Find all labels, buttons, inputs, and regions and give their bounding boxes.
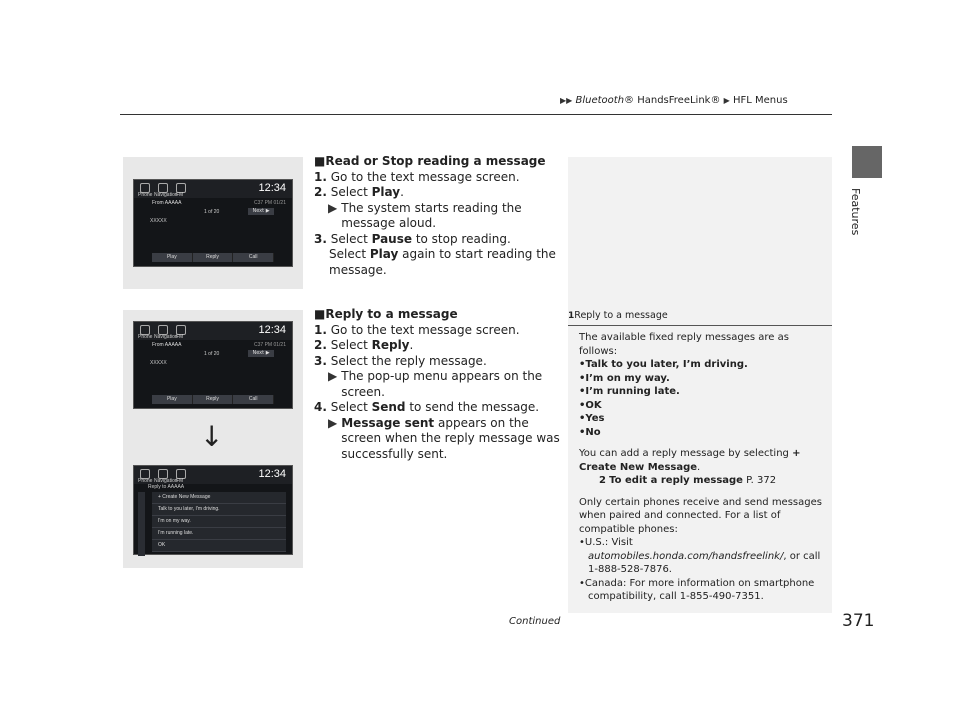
note-bullet-text: I’m on my way. <box>585 372 670 384</box>
note-text: Canada: For more information on smartphone compatibility, call 1-855-490-7351. <box>584 577 815 602</box>
reply-option: OK <box>152 540 286 552</box>
step-text: Go to the text message screen. <box>330 169 520 184</box>
arrow-bullet-icon: ▶ <box>328 200 338 215</box>
step-text: Select <box>329 247 370 261</box>
breadcrumb-bluetooth: Bluetooth <box>575 95 625 106</box>
next-label: Next <box>252 350 265 356</box>
tab-fm: FM <box>176 334 184 340</box>
message-screen-1 <box>133 179 293 267</box>
note-text: , or call 1-888-528-7876. <box>588 550 821 575</box>
note-title <box>568 310 832 321</box>
scrollbar <box>138 492 145 556</box>
message-date: C37 PM 01/21 <box>254 342 286 348</box>
next-label: Next <box>252 208 265 214</box>
message-from: From AAAAA <box>152 200 182 206</box>
tab-navigation: Navigation <box>154 478 178 484</box>
step-text: to stop reading. <box>412 231 511 246</box>
step-number: 4. <box>314 400 327 414</box>
message-counter: 1 of 20 <box>204 351 220 357</box>
note-marker-icon: 1 <box>568 311 575 321</box>
step-text: Select <box>330 338 372 352</box>
note-bullet-text: Yes <box>585 413 605 424</box>
step-row <box>314 247 564 278</box>
header-rule <box>120 114 832 115</box>
step-bold: Play <box>371 185 401 199</box>
tab-phone: Phone <box>138 334 153 340</box>
reply-option: I'm on my way. <box>152 516 286 528</box>
note-bullet-text: I’m running late. <box>585 386 680 397</box>
step-row <box>314 338 564 354</box>
note-bullet: •I’m on my way. <box>579 372 670 384</box>
step-sub <box>314 369 564 400</box>
note-bullet: •OK <box>579 399 602 411</box>
note-block <box>568 310 832 604</box>
square-bullet-icon: ■ <box>314 154 326 168</box>
arrow-bullet-icon: ▶ <box>328 415 338 430</box>
step-sub <box>314 201 564 232</box>
step-number: 1. <box>314 322 327 337</box>
step-row <box>314 323 564 339</box>
step-sub-text: The pop-up menu appears on the screen. <box>341 369 543 399</box>
step-bold: Pause <box>371 231 412 246</box>
note-text: . <box>697 461 701 473</box>
next-button: Next ▶ <box>248 350 274 357</box>
reply-button: Reply <box>193 253 234 262</box>
reply-option: Talk to you later, I'm driving. <box>152 504 286 516</box>
section-title <box>314 307 564 323</box>
step-sub <box>314 416 564 463</box>
step-text: Select the reply message. <box>330 353 487 368</box>
note-text: You can add a reply message by selecting <box>579 448 793 459</box>
step-text: again to start reading the message. <box>329 247 556 277</box>
call-button: Call <box>233 395 274 404</box>
action-bar <box>152 395 274 404</box>
continued-label: Continued <box>509 616 561 627</box>
note-body <box>568 331 832 604</box>
note-only-text: Only certain phones receive and send messages when paired and connected. For a list of compatible phones: <box>579 496 822 535</box>
action-bar <box>152 253 274 262</box>
message-body: XXXXX <box>150 360 167 366</box>
tab-navigation: Navigation <box>154 192 178 198</box>
triangle-icon: ▶ <box>723 96 730 105</box>
step-text: Go to the text message screen. <box>330 322 520 337</box>
reply-screen <box>133 465 293 555</box>
screen-topbar <box>134 322 292 340</box>
step-row <box>314 185 564 201</box>
step-text: . <box>409 338 414 352</box>
square-bullet-icon: ■ <box>314 307 326 321</box>
down-arrow-icon: ↓ <box>200 420 224 453</box>
note-bullet-text: OK <box>585 399 602 411</box>
chapter-tab <box>852 146 882 178</box>
tab-fm: FM <box>176 478 184 484</box>
xref-icon: 2 <box>599 475 606 486</box>
note-rule <box>568 325 832 326</box>
tab-phone: Phone <box>138 478 153 484</box>
screen-topbar <box>134 466 292 484</box>
step-number: 3. <box>314 231 327 246</box>
breadcrumb-hfl-menus: HFL Menus <box>733 95 788 106</box>
breadcrumb <box>560 95 788 106</box>
page-number: 371 <box>842 611 875 631</box>
tab-navigation: Navigation <box>154 334 178 340</box>
step-text: Select <box>330 400 372 414</box>
message-counter: 1 of 20 <box>204 209 220 215</box>
step-number: 2. <box>314 338 327 352</box>
step-text: . <box>400 185 404 199</box>
note-text: U.S.: Visit <box>584 537 633 548</box>
step-row <box>314 354 564 370</box>
note-bullet: •I’m running late. <box>579 386 680 397</box>
play-button: Play <box>152 395 193 404</box>
section-title-text: Reply to a message <box>325 307 458 321</box>
step-number: 3. <box>314 353 327 368</box>
step-bold: Send <box>371 400 406 414</box>
step-bold: Play <box>369 247 399 261</box>
note-intro: The available fixed reply messages are as follows: <box>579 332 789 357</box>
step-text: to send the message. <box>405 400 540 414</box>
screen-clock: 12:34 <box>258 324 286 336</box>
note-bullet: •Talk to you later, I’m driving. <box>579 359 748 370</box>
honda-link[interactable]: automobiles.honda.com/handsfreelink/ <box>588 550 784 562</box>
step-text: appears on the screen when the reply message was successfully sent. <box>341 415 560 461</box>
section-title-text: Read or Stop reading a message <box>325 154 546 168</box>
step-row <box>314 170 564 186</box>
step-number: 2. <box>314 185 327 199</box>
step-row <box>314 232 564 248</box>
note-bullet-text: No <box>585 426 601 438</box>
message-date: C37 PM 01/21 <box>254 200 286 206</box>
step-text: Select <box>330 185 372 199</box>
note-bullet: •No <box>579 426 601 438</box>
note-title-text: Reply to a message <box>574 310 668 321</box>
message-body: XXXXX <box>150 218 167 224</box>
reply-button: Reply <box>193 395 234 404</box>
section-read-stop <box>314 154 564 278</box>
tab-phone: Phone <box>138 192 153 198</box>
note-bullet: •Yes <box>579 413 605 424</box>
step-row <box>314 400 564 416</box>
reply-option: + Create New Message <box>152 492 286 504</box>
step-sub-text: The system starts reading the message aloud. <box>341 200 522 230</box>
tab-fm: FM <box>176 192 184 198</box>
next-button: Next ▶ <box>248 208 274 215</box>
chapter-tab-label: Features <box>849 188 862 236</box>
call-button: Call <box>233 253 274 262</box>
xref-page: P. 372 <box>742 475 777 486</box>
xref-link[interactable] <box>579 474 826 488</box>
step-number: 1. <box>314 169 327 184</box>
reply-title: Reply to AAAAA <box>148 484 185 490</box>
note-bullet-text: Talk to you later, I’m driving. <box>585 359 748 370</box>
note-canada: •Canada: For more information on smartphone compatibility, call 1-855-490-7351. <box>579 577 815 602</box>
note-bold: + Create New Message <box>579 448 801 473</box>
screen-topbar <box>134 180 292 198</box>
play-button: Play <box>152 253 193 262</box>
arrow-bullet-icon: ▶ <box>328 369 338 383</box>
triangle-icon: ▶▶ <box>560 96 573 105</box>
screen-clock: 12:34 <box>258 468 286 480</box>
note-us: •U.S.: Visit automobiles.honda.com/handsfreelink/, or call 1-888-528-7876. <box>579 537 821 575</box>
reply-option: I'm running late. <box>152 528 286 540</box>
xref-text: To edit a reply message <box>609 475 743 486</box>
step-sub-text <box>341 416 564 463</box>
breadcrumb-handsfreelink: ® HandsFreeLink® <box>624 95 721 106</box>
message-screen-2 <box>133 321 293 409</box>
section-title <box>314 154 564 170</box>
screen-clock: 12:34 <box>258 182 286 194</box>
step-bold: Reply <box>371 338 410 352</box>
section-reply <box>314 307 564 462</box>
step-bold: Message sent <box>341 415 435 430</box>
message-from: From AAAAA <box>152 342 182 348</box>
step-text: Select <box>330 231 372 246</box>
note-add-text <box>579 447 826 474</box>
